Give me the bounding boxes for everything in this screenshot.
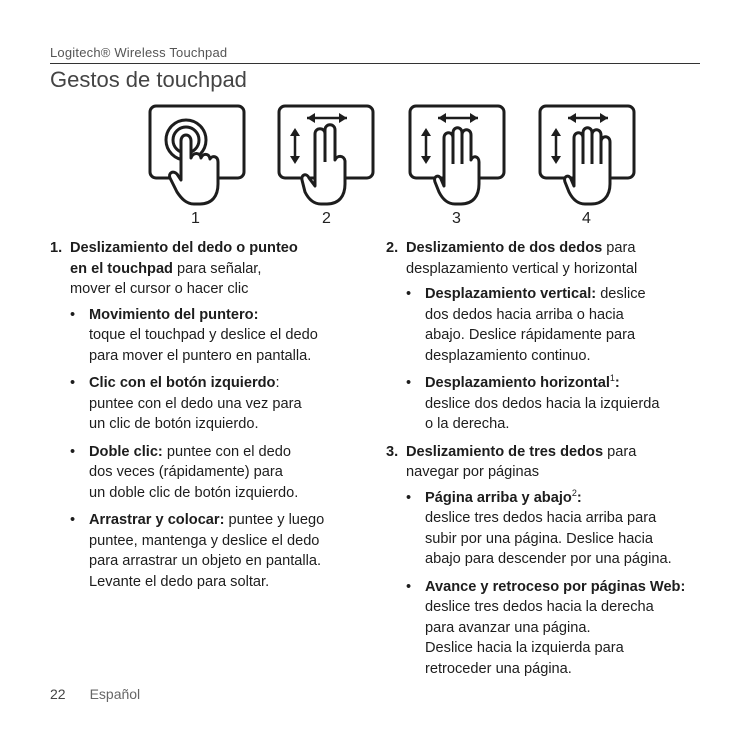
two-finger-scroll-icon (277, 100, 377, 210)
bullet-line: puntee con el dedo (162, 443, 292, 460)
bullet-title: Desplazamiento horizontal (425, 375, 610, 391)
bullet-line: para arrastrar un objeto en pantalla. (89, 553, 322, 569)
page-header (50, 45, 700, 93)
bullet-line: deslice (596, 286, 646, 302)
list-item (386, 442, 706, 483)
list-item (50, 238, 360, 300)
right-column (386, 238, 706, 686)
bullet-item: • Doble clic: puntee con el dedo dos veces (rápidamente) para un doble clic de botón izquierdo. (50, 442, 360, 504)
bullet-punct: : (275, 375, 280, 391)
bullet-line: deslice tres dedos hacia arriba para (425, 510, 657, 526)
bullet-line: toque el touchpad y deslice el dedo (89, 327, 318, 343)
bullet-line: un doble clic de botón izquierdo. (89, 484, 299, 501)
gesture-illustrations (0, 100, 750, 235)
header-rule (50, 63, 700, 64)
gesture-number: 3 (452, 210, 461, 227)
bullet-line: para avanzar una página. (425, 619, 591, 636)
bullet-item: • Página arriba y abajo$^2$: deslice tres dedos hacia arriba para subir por una página. Deslice hacia abajo para descender por una página. (386, 488, 706, 570)
footnote-mark: 2 (571, 487, 577, 498)
gesture-number: 4 (582, 210, 591, 227)
bullet-item: • Desplazamiento vertical: deslice dos dedos hacia arriba o hacia abajo. Deslice rápidamente para desplazamiento continuo. (386, 284, 706, 366)
bullet-line: puntee, mantenga y deslice el dedo (89, 532, 320, 549)
four-finger-swipe-icon (538, 100, 638, 210)
item-title: Deslizamiento del dedo o punteo (70, 240, 298, 256)
bullet-list (50, 305, 360, 593)
item-desc: para señalar, (172, 260, 262, 277)
bullet-item: • Arrastrar y colocar: puntee y luego puntee, mantenga y deslice el dedo para arrastrar un objeto en pantalla. Levante el dedo para soltar. (50, 510, 360, 592)
item-title: en el touchpad (70, 260, 173, 277)
bullet-title: Movimiento del puntero: (89, 306, 259, 323)
item-desc: para (602, 240, 636, 256)
bullet-title: Arrastrar y colocar: (89, 512, 225, 528)
item-desc: desplazamiento vertical y horizontal (406, 260, 638, 277)
item-number: 3. (386, 443, 399, 460)
bullet-line: deslice tres dedos hacia la derecha (425, 599, 654, 615)
bullet-list (386, 284, 706, 435)
item-desc: para (603, 443, 637, 460)
bullet-item: • Clic con el botón izquierdo: puntee con el dedo una vez para un clic de botón izquierdo. (50, 373, 360, 435)
bullet-title: Página arriba y abajo (425, 489, 572, 506)
item-title: Deslizamiento de dos dedos (406, 240, 603, 256)
bullet-punct: : (576, 489, 582, 506)
bullet-line: o la derecha. (425, 416, 510, 432)
bullet-line: un clic de botón izquierdo. (89, 416, 259, 432)
item-number: 1. (50, 240, 63, 256)
left-column (50, 238, 360, 599)
bullet-line: Deslice hacia la izquierda para (425, 640, 624, 656)
page-number: 22 (50, 686, 66, 702)
bullet-title: Desplazamiento vertical: (425, 286, 597, 302)
item-desc: mover el cursor o hacer clic (70, 281, 249, 297)
bullet-line: dos dedos hacia arriba o hacia (425, 306, 624, 323)
bullet-line: para mover el puntero en pantalla. (89, 347, 312, 364)
item-title: Deslizamiento de tres dedos (406, 443, 604, 460)
bullet-title: Clic con el botón izquierdo (89, 375, 276, 391)
bullet-title: Avance y retroceso por páginas Web: (425, 578, 686, 595)
item-number: 2. (386, 240, 399, 256)
bullet-item: • Movimiento del puntero: toque el touchpad y deslice el dedo para mover el puntero en pantalla. (50, 305, 360, 367)
page-footer (50, 686, 140, 702)
bullet-line: abajo para descender por una página. (425, 551, 672, 567)
bullet-line: dos veces (rápidamente) para (89, 464, 283, 480)
brand-line: Logitech® Wireless Touchpad (50, 45, 228, 60)
gesture-number: 1 (191, 210, 200, 227)
language-label: Español (89, 686, 141, 702)
bullet-title: Doble clic: (89, 443, 163, 460)
bullet-line: puntee con el dedo una vez para (89, 395, 302, 412)
one-finger-tap-icon (148, 100, 248, 210)
bullet-item: • Desplazamiento horizontal$^1$: deslice dos dedos hacia la izquierda o la derecha. (386, 373, 706, 435)
bullet-list (386, 488, 706, 680)
bullet-line: Levante el dedo para soltar. (89, 573, 270, 590)
bullet-item: • Avance y retroceso por páginas Web: deslice tres dedos hacia la derecha para avanzar una página. Deslice hacia la izquierda para retroceder una página. (386, 577, 706, 680)
bullet-line: abajo. Deslice rápidamente para (425, 327, 636, 343)
bullet-punct: : (614, 375, 620, 391)
bullet-line: retroceder una página. (425, 660, 572, 677)
three-finger-swipe-icon (408, 100, 508, 210)
bullet-line: puntee y luego (224, 512, 325, 528)
item-desc: navegar por páginas (406, 464, 540, 480)
bullet-line: desplazamiento continuo. (425, 347, 591, 364)
bullet-line: deslice dos dedos hacia la izquierda (425, 395, 660, 412)
gesture-number: 2 (322, 210, 331, 227)
list-item (386, 238, 706, 279)
bullet-line: subir por una página. Deslice hacia (425, 530, 653, 547)
footnote-mark: 1 (609, 373, 615, 384)
page-title: Gestos de touchpad (50, 67, 247, 92)
